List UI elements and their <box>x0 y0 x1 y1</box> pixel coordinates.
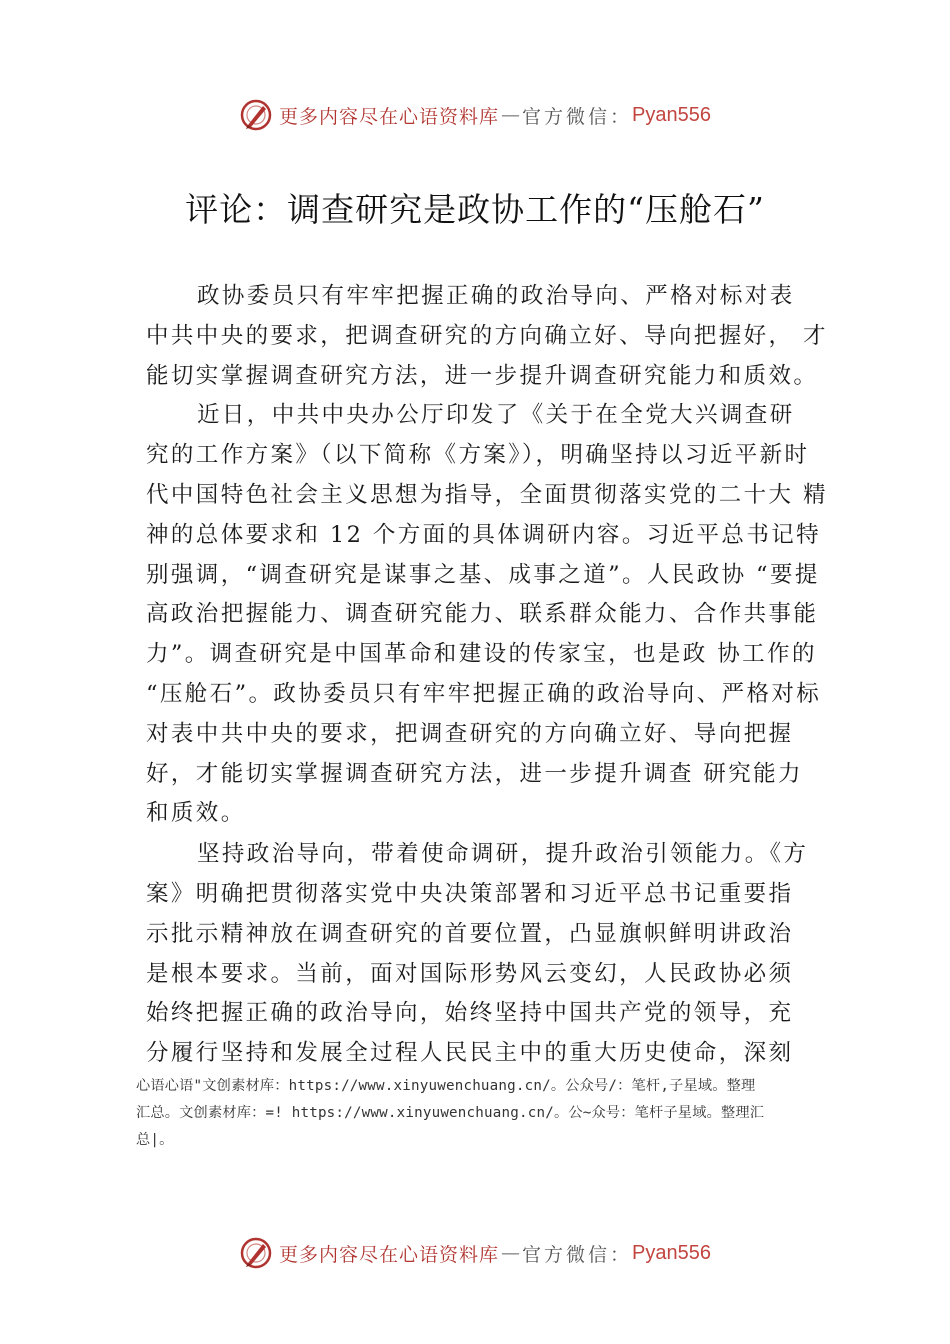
wechat-label: 官方微信： <box>522 1243 633 1266</box>
wechat-id: Pyan556 <box>632 103 711 126</box>
text-line: 代中国特色社会主义思想为指导，全面贯彻落实党的二十大 精 <box>146 481 828 508</box>
footer-banner <box>0 1231 950 1275</box>
text-line: 究的工作方案》（以下简称《方案》），明确坚持以习近平新时 <box>146 442 810 469</box>
text-line: 好，才能切实掌握调查研究方法，进一步提升调查 研究能力 <box>146 760 803 787</box>
text-line: 是根本要求。当前，面对国际形势风云变幻，人民政协必须 <box>146 960 794 987</box>
text-line: 近日，中共中央办公厅印发了《关于在全党大兴调查研 <box>197 402 795 429</box>
pen-logo-icon <box>239 1236 273 1270</box>
pen-logo-icon <box>239 98 273 132</box>
text-line: 政协委员只有牢牢把握正确的政治导向、严格对标对表 <box>197 283 795 309</box>
text-line: “压舱石”。政协委员只有牢牢把握正确的政治导向、严格对标 <box>146 680 822 707</box>
text-line: 对表中共中央的要求，把调查研究的方向确立好、导向把握 <box>146 720 794 747</box>
text-line: 和质效。 <box>146 800 246 827</box>
footer-note <box>136 1073 846 1154</box>
footer-line: 总|。 <box>136 1132 174 1148</box>
text-line: 高政治把握能力、调查研究能力、联系群众能力、合作共事能 <box>146 601 819 628</box>
wechat-label: 官方微信： <box>522 105 633 128</box>
brand-name: 更多内容尽在心语资料库 <box>279 105 500 128</box>
text-line: 别强调，“调查研究是谋事之基、成事之道”。人民政协 “要提 <box>146 561 820 588</box>
text-line: 神的总体要求和 12 个方面的具体调研内容。习近平总书记特 <box>146 521 822 548</box>
article-title: 评论：调查研究是政协工作的“压舱石” <box>185 190 765 229</box>
paragraph-2 <box>146 396 836 834</box>
paragraph-3 <box>146 835 836 1074</box>
text-line: 坚持政治导向，带着使命调研，提升政治引领能力。《方 <box>197 841 809 868</box>
text-line: 力”。调查研究是中国革命和建设的传家宝，也是政 协工作的 <box>146 641 817 668</box>
text-line: 始终把握正确的政治导向，始终坚持中国共产党的领导，充 <box>146 1000 794 1027</box>
text-line: 中共中央的要求，把调查研究的方向确立好、导向把握好， 才 <box>146 322 828 349</box>
header-banner <box>0 93 950 137</box>
brand-name: 更多内容尽在心语资料库 <box>279 1243 500 1266</box>
footer-line: 心语心语"文创素材库：https://www.xinyuwenchuang.cn/。公众号/：笔杆,子星域。整理 <box>136 1078 756 1094</box>
text-line: 案》明确把贯彻落实党中央决策部署和习近平总书记重要指 <box>146 880 794 907</box>
text-line: 示批示精神放在调查研究的首要位置，凸显旗帜鲜明讲政治 <box>146 920 794 947</box>
footer-line: 汇总。文创素材库：=! https://www.xinyuwenchuang.cn/。公~众号：笔杆子星域。整理汇 <box>136 1105 765 1121</box>
wechat-id: Pyan556 <box>632 1241 711 1264</box>
banner-separator: — <box>501 1242 521 1264</box>
banner-separator: — <box>501 104 521 126</box>
text-line: 分履行坚持和发展全过程人民民主中的重大历史使命，深刻 <box>146 1040 794 1067</box>
paragraph-1 <box>146 277 836 396</box>
article-body <box>146 277 836 1074</box>
text-line: 能切实掌握调查研究方法，进一步提升调查研究能力和质效。 <box>146 362 819 389</box>
